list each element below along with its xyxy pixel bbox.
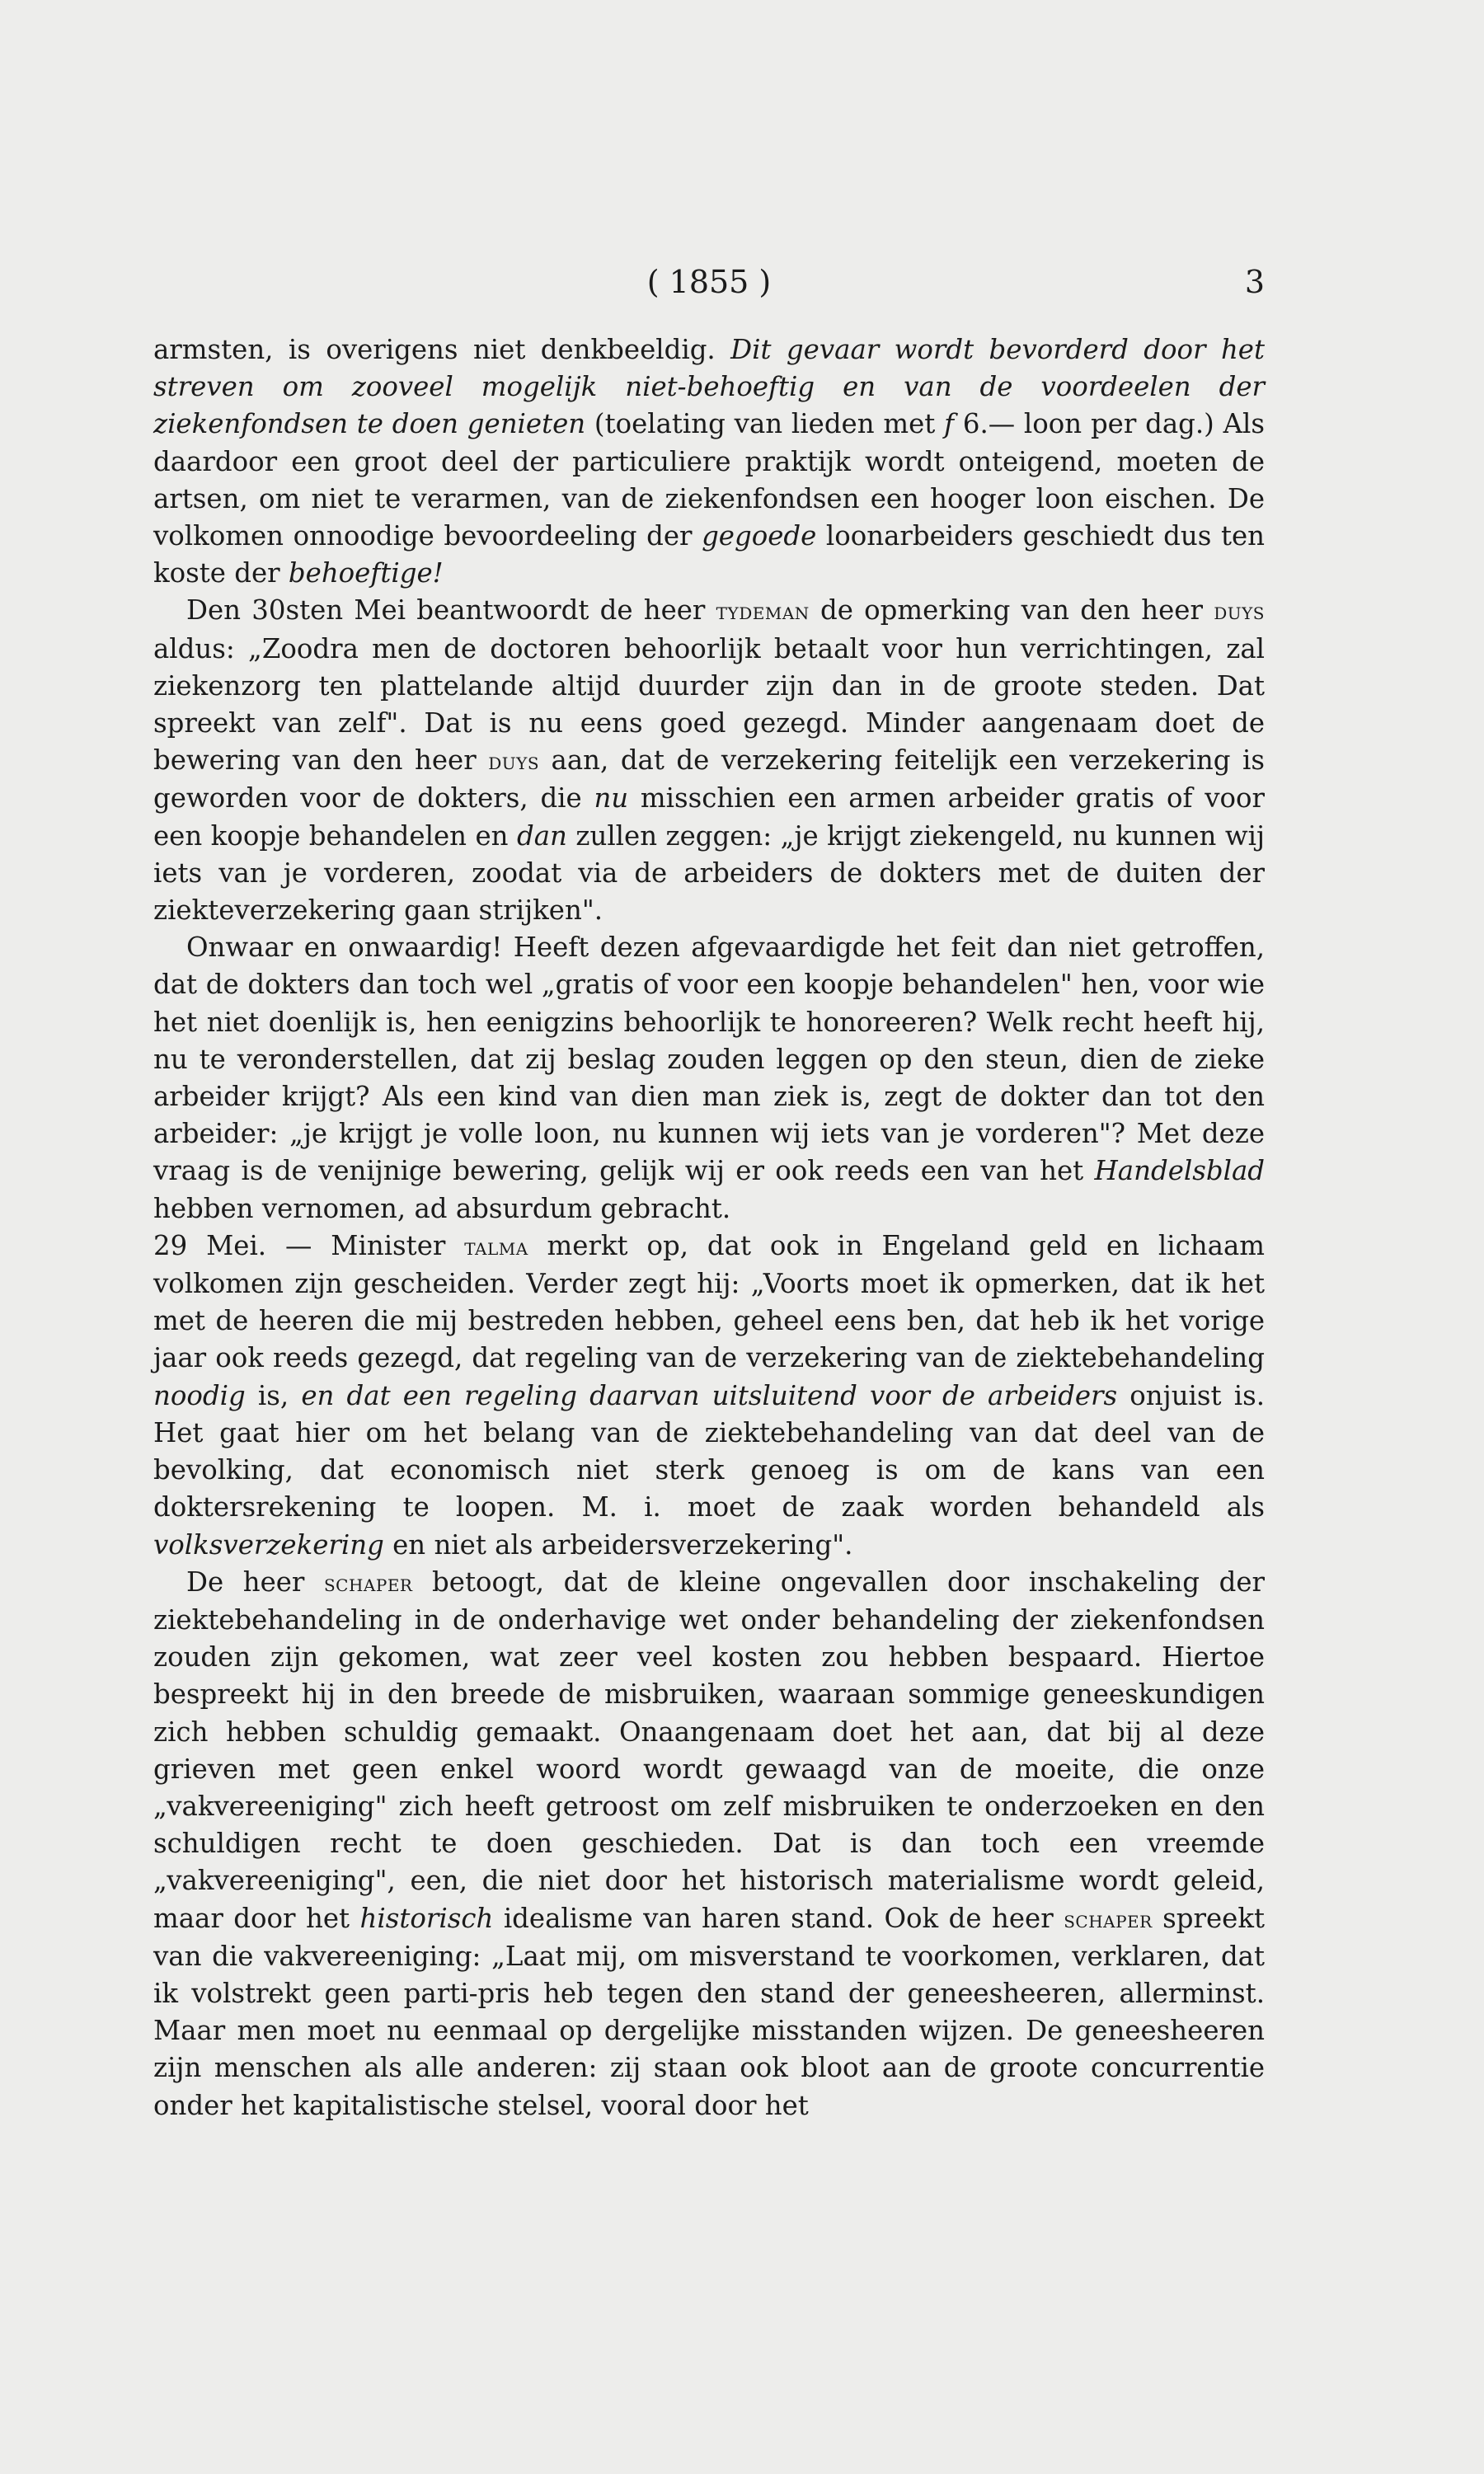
- italic-text: noodig: [153, 1379, 246, 1411]
- text-run: misschien een armen arbeider gratis of voor een koopje behandelen en: [153, 782, 1265, 852]
- paragraph: [153, 592, 1265, 929]
- italic-text: gegoede: [702, 520, 817, 552]
- text-run: onjuist is. Het gaat hier om het belang van de ziektebehandeling van dat deel van de bevolking, dat economisch niet sterk genoeg is om de kans van een doktersrekening te loopen. M. i. moet de zaak worden behandeld als: [153, 1379, 1266, 1523]
- paragraph: [153, 1228, 1265, 1564]
- text-run: is,: [245, 1379, 302, 1411]
- paragraph: [153, 1564, 1265, 2124]
- text-run: aan, dat de verzekering feitelijk een verzekering is geworden voor de dokters, die: [153, 744, 1265, 814]
- text-run: 29 Mei. — Minister: [153, 1229, 465, 1261]
- italic-text: en dat een regeling daarvan uitsluitend voor de arbeiders: [301, 1379, 1118, 1411]
- text-run: spreekt van die vakvereeniging: „Laat mij, om misverstand te voorkomen, verklaren, dat ik volstrekt geen parti-pris heb tegen den stand der geneesheeren, allerminst. Maar men moet nu eenmaal op dergelijke misstanden wijzen. De geneesheeren zijn menschen als alle anderen: zij staan ook bloot aan de groote concurrentie onder het kapitalistische stelsel, vooral door het: [153, 1902, 1265, 2121]
- body-text: [153, 331, 1265, 2124]
- text-run: Onwaar en onwaardig! Heeft dezen afgevaardigde het feit dan niet getroffen, dat de dokters dan toch wel „gratis of voor een koopje behandelen" hen, voor wie het niet doenlijk is, hen eenigzins behoorlijk te honoreeren? Welk recht heeft hij, nu te veronderstellen, dat zij beslag zouden leggen op den steun, dien de zieke arbeider krijgt? Als een kind van dien man ziek is, zegt de dokter dan tot den arbeider: „je krijgt je volle loon, nu kunnen wij iets van je vorderen"? Met deze vraag is de venijnige bewering, gelijk wij er ook reeds een van het: [153, 932, 1265, 1187]
- text-run: zullen zeggen: „je krijgt ziekengeld, nu kunnen wij iets van je vorderen, zoodat via de arbeiders de dokters met de duiten der ziekteverzekering gaan strijken".: [153, 819, 1266, 927]
- text-run: de opmerking van den heer: [809, 594, 1214, 627]
- text-run: merkt op, dat ook in Engeland geld en lichaam volkomen zijn gescheiden. Verder zegt hij: „Voorts moet ik opmerken, dat ik het met de heeren die mij bestreden hebben, geheel eens ben, dat heb ik het vorige jaar ook reeds gezegd, dat regeling van de verzekering van de ziektebehandeling: [153, 1229, 1265, 1374]
- text-run: Den 30sten Mei beantwoordt de heer: [186, 594, 716, 627]
- text-run: idealisme van haren stand. Ook de heer: [493, 1902, 1064, 1934]
- small-caps-name: duys: [1214, 597, 1265, 626]
- italic-text: f: [944, 408, 955, 440]
- text-run: en niet als arbeidersverzekering".: [383, 1528, 853, 1561]
- text-run: 6.— loon per dag.) Als daardoor een groot deel der particuliere praktijk wordt onteigend, moeten de artsen, om niet te verarmen, van de ziekenfondsen een hooger loon eischen. De volkomen onnoodige bevoordeeling der: [153, 408, 1265, 552]
- paragraph: [153, 331, 1265, 592]
- italic-text: nu: [594, 782, 629, 814]
- italic-text: Handelsblad: [1094, 1155, 1265, 1187]
- page-header: [153, 257, 1265, 307]
- italic-text: behoeftige!: [288, 557, 444, 589]
- small-caps-name: schaper: [1064, 1904, 1153, 1933]
- italic-text: dan: [516, 819, 567, 852]
- text-run: betoogt, dat de kleine ongevallen door inschakeling der ziektebehandeling in de onderhavige wet onder behandeling der ziekenfondsen zouden zijn gekomen, wat zeer veel kosten zou hebben bespaard. Hiertoe bespreekt hij in den breede de misbruiken, waaraan sommige geneeskundigen zich hebben schuldig gemaakt. Onaangenaam doet het aan, dat bij al deze grieven met geen enkel woord wordt gewaagd van de moeite, die onze „vakvereeniging" zich heeft getroost om zelf misbruiken te onderzoeken en den schuldigen recht te doen geschieden. Dat is dan toch een vreemde „vakvereeniging", een, die niet door het historisch materialisme wordt geleid, maar door het: [153, 1566, 1265, 1934]
- header-year: ( 1855 ): [646, 264, 772, 300]
- small-caps-name: tydeman: [716, 597, 810, 626]
- paragraph: [153, 929, 1265, 1228]
- italic-text: volksverzekering: [153, 1528, 384, 1561]
- text-run: armsten, is overigens niet denkbeeldig.: [153, 334, 731, 365]
- small-caps-name: talma: [464, 1232, 528, 1260]
- italic-text: historisch: [359, 1902, 494, 1934]
- text-run: De heer: [186, 1566, 324, 1598]
- text-run: (toelating van lieden met: [585, 408, 945, 440]
- small-caps-name: schaper: [323, 1568, 413, 1597]
- small-caps-name: duys: [488, 747, 540, 776]
- text-run: loonarbeiders geschiedt dus ten koste der: [153, 520, 1265, 589]
- page-number: 3: [1244, 264, 1265, 300]
- italic-text: Dit gevaar wordt bevorderd door het streven om zooveel mogelijk niet-behoeftig en van de voordeelen der ziekenfondsen te doen genieten: [153, 334, 1265, 440]
- text-run: hebben vernomen, ad absurdum gebracht.: [153, 1192, 731, 1224]
- text-run: aldus: „Zoodra men de doctoren behoorlijk betaalt voor hun verrichtingen, zal ziekenzorg ten plattelande altijd duurder zijn dan in de groote steden. Dat spreekt van zelf". Dat is nu eens goed gezegd. Minder aangenaam doet de bewering van den heer: [153, 632, 1265, 777]
